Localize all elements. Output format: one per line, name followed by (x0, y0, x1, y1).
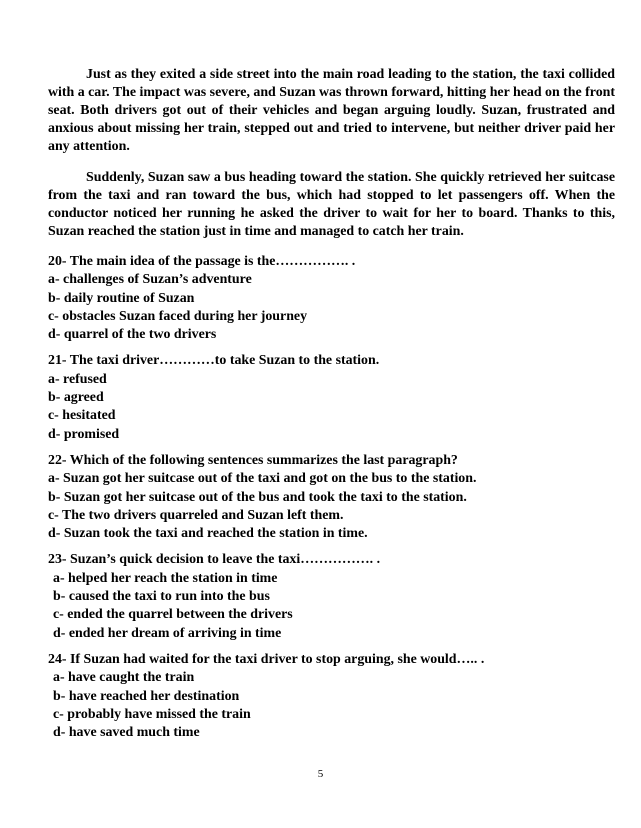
option-c: c- The two drivers quarreled and Suzan left them. (48, 507, 344, 523)
option-c: c- ended the quarrel between the drivers (53, 607, 293, 623)
question-stem: 23- Suzan’s quick decision to leave the taxi……………. . (48, 552, 381, 568)
question-21 (48, 352, 615, 443)
option-d: d- have saved much time (53, 725, 200, 741)
option-a: a- refused (48, 371, 107, 387)
question-24 (48, 651, 615, 742)
option-a: a- Suzan got her suitcase out of the taxi and got on the bus to the station. (48, 471, 477, 487)
option-list (48, 470, 615, 543)
option-d: d- quarrel of the two drivers (48, 327, 217, 343)
option-d: d- ended her dream of arriving in time (53, 625, 282, 641)
option-a: a- helped her reach the station in time (53, 570, 278, 586)
question-stem: 22- Which of the following sentences summarizes the last paragraph? (48, 452, 458, 468)
passage-paragraph-1: Just as they exited a side street into the main road leading to the station, the taxi collided with a car. The impact was severe, and Suzan was thrown forward, hitting her head on the front seat. Both drivers got out of their vehicles and began arguing loudly. Suzan, frustrated and anxious about missing her train, stepped out and tried to intervene, but neither driver paid her any attention. (48, 67, 615, 154)
question-stem: 20- The main idea of the passage is the……………. . (48, 254, 356, 269)
page-number: 5 (317, 768, 324, 780)
option-b: b- have reached her destination (53, 688, 240, 704)
option-a: a- challenges of Suzan’s adventure (48, 272, 252, 288)
option-b: b- agreed (48, 390, 104, 406)
question-23 (48, 551, 615, 642)
option-c: c- probably have missed the train (53, 706, 251, 722)
question-22 (48, 452, 615, 543)
option-list (48, 271, 615, 344)
option-c: c- obstacles Suzan faced during her journey (48, 308, 308, 324)
option-d: d- promised (48, 426, 120, 442)
option-b: b- daily routine of Suzan (48, 290, 195, 306)
option-list (48, 570, 615, 643)
document-page (48, 66, 615, 742)
question-20 (48, 253, 615, 344)
question-stem: 24- If Suzan had waited for the taxi driver to stop arguing, she would….. . (48, 651, 485, 667)
option-b: b- Suzan got her suitcase out of the bus and took the taxi to the station. (48, 489, 467, 505)
question-stem: 21- The taxi driver…………to take Suzan to the station. (48, 353, 380, 369)
option-a: a- have caught the train (53, 670, 195, 686)
option-b: b- caused the taxi to run into the bus (53, 589, 270, 605)
option-d: d- Suzan took the taxi and reached the station in time. (48, 526, 368, 542)
option-list (48, 371, 615, 444)
option-c: c- hesitated (48, 408, 116, 424)
passage-paragraph-2: Suddenly, Suzan saw a bus heading toward the station. She quickly retrieved her suitcase from the taxi and ran toward the bus, which had stopped to let passengers off. When the conductor noticed her running he asked the driver to wait for her to board. Thanks to this, Suzan reached the station just in time and managed to catch her train. (48, 170, 615, 239)
option-list (48, 669, 615, 742)
